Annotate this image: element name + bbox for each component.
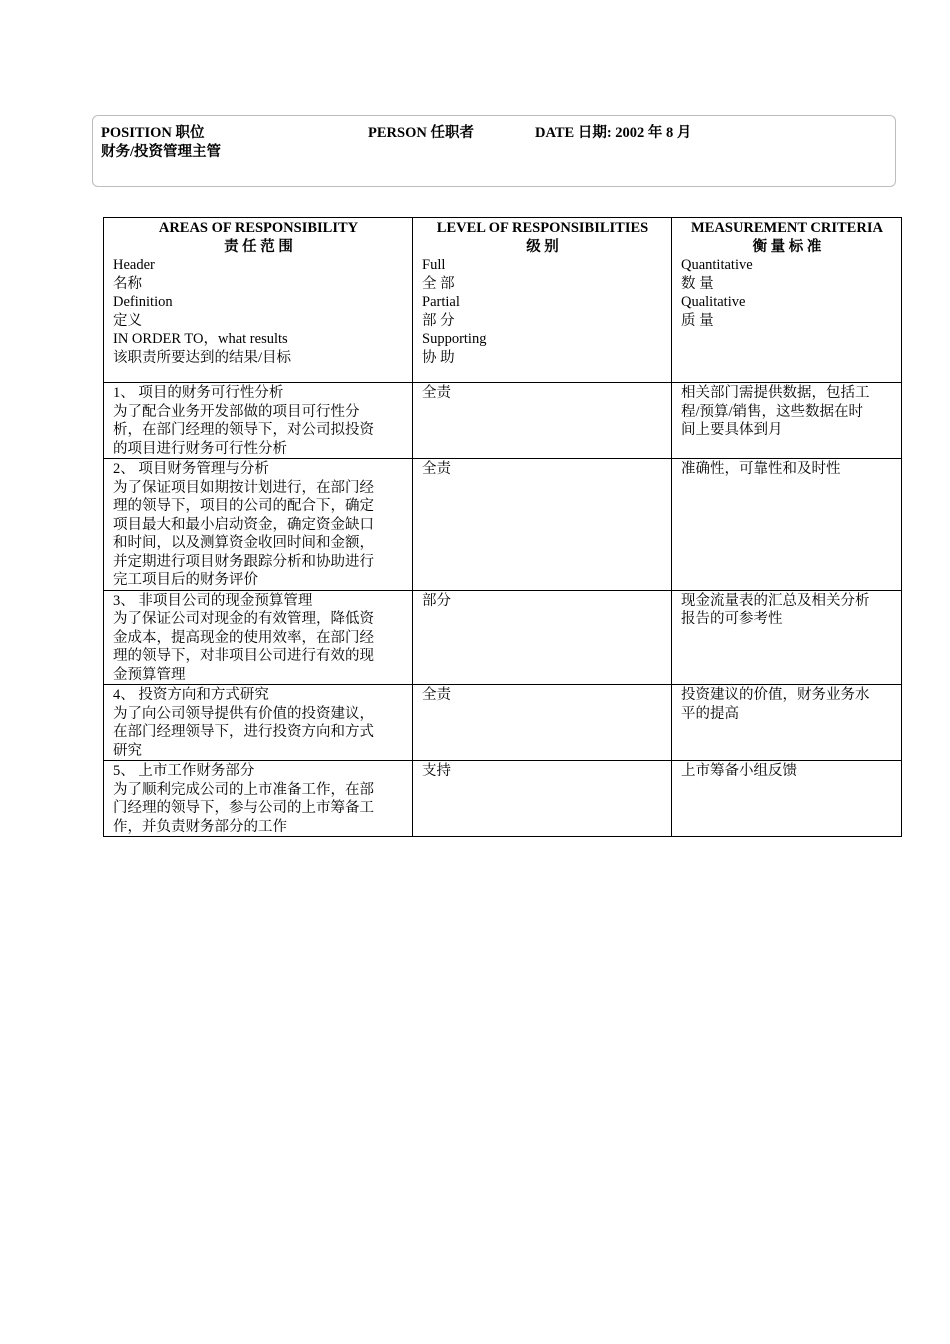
level-value: 全责 — [422, 687, 451, 703]
responsibility-table — [103, 217, 902, 837]
level-value: 部分 — [422, 592, 451, 609]
area-line: 4、 投资方向和方式研究 — [113, 687, 269, 703]
area-cell — [104, 761, 413, 837]
table-row — [104, 685, 902, 761]
level-title-en: LEVEL OF RESPONSIBILITIES — [436, 220, 649, 236]
table-row — [104, 459, 902, 591]
criteria-cell — [672, 590, 902, 685]
criteria-cell — [672, 383, 902, 459]
legend-line: Quantitative — [681, 257, 753, 273]
area-line: 为了保证公司对现金的有效管理，降低资 — [113, 611, 374, 627]
legend-line: 定义 — [113, 312, 142, 329]
area-line: 为了顺利完成公司的上市准备工作，在部 — [113, 781, 374, 798]
area-line: 5、 上市工作财务部分 — [113, 763, 255, 779]
legend-line: 部 分 — [422, 312, 455, 329]
area-line: 为了向公司领导提供有价值的投资建议， — [113, 705, 374, 722]
table-header-row — [104, 218, 902, 383]
legend-line: 质 量 — [681, 312, 714, 329]
criteria-line: 相关部门需提供数据，包括工 — [681, 385, 870, 401]
criteria-title-cn: 衡 量 标 准 — [752, 238, 822, 255]
date-label: DATE 日期: 2002 年 8 月 — [535, 125, 692, 141]
area-line: 项目最大和最小启动资金，确定资金缺口 — [113, 516, 374, 533]
position-header-box — [92, 115, 896, 187]
area-line: 理的领导下，对非项目公司进行有效的现 — [113, 648, 374, 664]
area-line: 3、 非项目公司的现金预算管理 — [113, 592, 313, 609]
area-cell — [104, 459, 413, 591]
legend-line: Header — [113, 257, 155, 273]
legend-line: 该职责所要达到的结果/目标 — [113, 349, 292, 366]
criteria-line: 间上要具体到月 — [681, 422, 783, 438]
criteria-line: 平的提高 — [681, 705, 739, 722]
area-line: 金成本，提高现金的使用效率，在部门经 — [113, 629, 374, 646]
criteria-line: 现金流量表的汇总及相关分析 — [681, 592, 870, 609]
area-cell — [104, 685, 413, 761]
table-row — [104, 383, 902, 459]
legend-line: IN ORDER TO，what results — [113, 331, 288, 347]
criteria-line: 上市筹备小组反馈 — [681, 763, 797, 779]
areas-title-cn: 责 任 范 围 — [224, 238, 293, 255]
criteria-cell — [672, 761, 902, 837]
area-line: 并定期进行项目财务跟踪分析和协助进行 — [113, 553, 374, 570]
area-line: 的项目进行财务可行性分析 — [113, 440, 287, 457]
criteria-title-en: MEASUREMENT CRITERIA — [691, 220, 883, 236]
area-line: 金预算管理 — [113, 666, 186, 683]
criteria-cell — [672, 685, 902, 761]
area-line: 为了配合业务开发部做的项目可行性分 — [113, 403, 360, 420]
position-label: POSITION 职位 — [101, 125, 205, 141]
legend-line: Partial — [422, 294, 460, 310]
area-line: 2、 项目财务管理与分析 — [113, 461, 269, 477]
legend-line: Supporting — [422, 331, 487, 347]
criteria-line: 程/预算/销售，这些数据在时 — [681, 403, 864, 420]
area-line: 为了保证项目如期按计划进行，在部门经 — [113, 479, 374, 496]
position-value: 财务/投资管理主管 — [101, 144, 222, 160]
area-cell — [104, 590, 413, 685]
level-value: 全责 — [422, 385, 451, 401]
criteria-line: 准确性，可靠性和及时性 — [681, 461, 841, 477]
legend-line: 数 量 — [681, 275, 714, 292]
level-title-cn: 级 别 — [526, 238, 559, 255]
level-cell — [413, 459, 672, 591]
person-label: PERSON 任职者 — [368, 125, 474, 141]
area-line: 作，并负责财务部分的工作 — [113, 818, 287, 835]
areas-title-en: AREAS OF RESPONSIBILITY — [158, 220, 359, 236]
table-row — [104, 590, 902, 685]
criteria-header-cell — [672, 218, 902, 383]
criteria-line: 投资建议的价值，财务业务水 — [681, 687, 870, 703]
criteria-cell — [672, 459, 902, 591]
level-header-cell — [413, 218, 672, 383]
area-line: 在部门经理领导下，进行投资方向和方式 — [113, 724, 374, 740]
legend-line: 协 助 — [422, 349, 455, 366]
area-line: 1、 项目的财务可行性分析 — [113, 385, 284, 401]
legend-line: Definition — [113, 294, 173, 310]
area-cell — [104, 383, 413, 459]
level-value: 全责 — [422, 461, 451, 477]
level-cell — [413, 761, 672, 837]
area-line: 析，在部门经理的领导下，对公司拟投资 — [113, 422, 374, 438]
legend-line: 全 部 — [422, 275, 455, 292]
level-cell — [413, 383, 672, 459]
areas-header-cell — [104, 218, 413, 383]
level-value: 支持 — [422, 763, 451, 779]
area-line: 研究 — [113, 742, 142, 759]
criteria-line: 报告的可参考性 — [681, 611, 783, 627]
area-line: 理的领导下，项目的公司的配合下，确定 — [113, 498, 374, 514]
table-row — [104, 761, 902, 837]
legend-line: 名称 — [113, 275, 142, 292]
level-cell — [413, 685, 672, 761]
level-cell — [413, 590, 672, 685]
area-line: 和时间，以及测算资金收回时间和金额， — [113, 535, 374, 551]
area-line: 完工项目后的财务评价 — [113, 572, 258, 588]
area-line: 门经理的领导下，参与公司的上市筹备工 — [113, 800, 374, 816]
legend-line: Qualitative — [681, 294, 746, 310]
legend-line: Full — [422, 257, 446, 273]
